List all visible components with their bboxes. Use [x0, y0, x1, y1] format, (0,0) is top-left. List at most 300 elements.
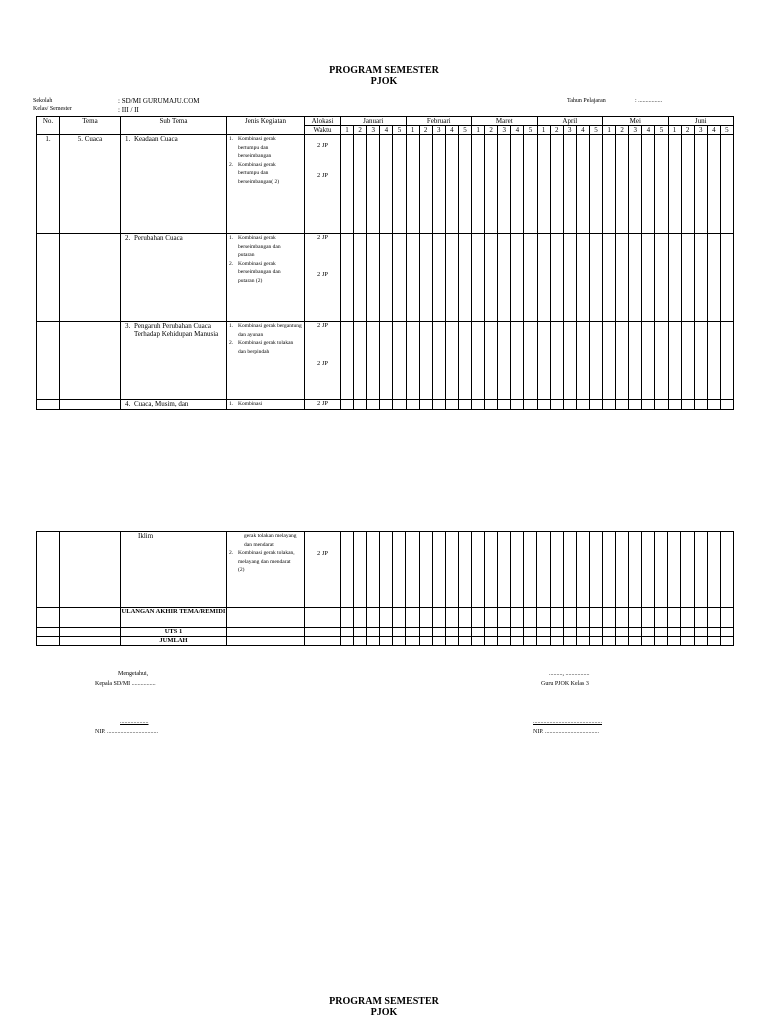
week-cell: [720, 135, 733, 234]
week-cell: [524, 637, 537, 646]
week-cell: [668, 234, 681, 322]
row-alokasi: [305, 637, 341, 646]
header-jenis-kegiatan: Jenis Kegiatan: [227, 117, 305, 135]
week-cell: [498, 234, 511, 322]
week-cell: [524, 322, 537, 400]
week-cell: [419, 637, 432, 646]
week-cell: [589, 628, 602, 637]
program-table: [36, 116, 734, 410]
week-cell: [354, 628, 367, 637]
week-cell: [354, 532, 367, 608]
week-cell: [602, 608, 615, 628]
week-cell: [524, 532, 537, 608]
week-cell: [615, 532, 628, 608]
week-cell: [485, 532, 498, 608]
row-tema: [60, 608, 121, 628]
week-cell: [642, 637, 655, 646]
week-cell: [341, 135, 354, 234]
week-cell: [668, 322, 681, 400]
week-cell: [341, 608, 354, 628]
week-cell: [642, 135, 655, 234]
week-cell: [589, 135, 602, 234]
week-cell: [681, 628, 694, 637]
week-cell: [511, 628, 524, 637]
week-cell: [603, 135, 616, 234]
header-no: No.: [37, 117, 60, 135]
week-cell: [524, 608, 537, 628]
week-cell: [563, 637, 576, 646]
week-cell: [485, 637, 498, 646]
week-number: 4: [576, 126, 589, 135]
week-cell: [642, 234, 655, 322]
row-tema: [60, 532, 121, 608]
week-cell: [642, 400, 655, 410]
week-cell: [707, 608, 720, 628]
week-cell: [694, 608, 707, 628]
week-cell: [498, 532, 511, 608]
week-cell: [694, 234, 707, 322]
week-cell: [668, 628, 681, 637]
week-cell: [458, 400, 471, 410]
week-cell: [629, 400, 642, 410]
week-cell: [576, 322, 589, 400]
jp-value: 2 JP: [317, 234, 329, 241]
row-kegiatan: [227, 400, 305, 410]
jp-value: 2 JP: [317, 400, 329, 407]
row-alokasi: [305, 322, 341, 400]
week-cell: [354, 608, 367, 628]
week-cell: [380, 135, 393, 234]
week-cell: [681, 608, 694, 628]
week-cell: [472, 234, 485, 322]
week-number: 5: [524, 126, 537, 135]
row-no: [37, 400, 60, 410]
sub-text: Keadaan Cuaca: [134, 135, 178, 143]
sub-num: 2.: [125, 234, 131, 242]
week-cell: [511, 135, 524, 234]
week-cell: [576, 135, 589, 234]
week-cell: [720, 628, 733, 637]
keg-text: Kombinasi gerak tolakan dan berpindah: [238, 340, 294, 355]
week-cell: [563, 322, 576, 400]
week-number: 4: [707, 126, 720, 135]
week-cell: [655, 608, 668, 628]
week-cell: [550, 637, 563, 646]
week-cell: [655, 400, 668, 410]
row-no: [37, 532, 60, 608]
week-cell: [432, 628, 445, 637]
row-kegiatan: [227, 532, 305, 608]
week-cell: [367, 637, 380, 646]
week-number: 4: [380, 126, 393, 135]
row-subtema: [121, 532, 227, 608]
ulangan-label: ULANGAN AKHIR TEMA/REMIDI: [121, 608, 227, 628]
sub-num: 1.: [125, 135, 131, 143]
tahun-label: Tahun Pelajaran: [567, 98, 606, 104]
week-cell: [694, 637, 707, 646]
week-cell: [432, 608, 445, 628]
week-cell: [471, 608, 484, 628]
week-cell: [471, 628, 484, 637]
week-cell: [576, 234, 589, 322]
week-cell: [576, 608, 589, 628]
week-cell: [367, 135, 380, 234]
week-cell: [485, 608, 498, 628]
week-cell: [472, 322, 485, 400]
kelas-value: : III / II: [118, 106, 139, 114]
keg-text: Kombinasi gerak bertumpu dan berseimbangan( 2): [238, 161, 280, 185]
row-subtema: [121, 234, 227, 322]
month-header: Januari: [341, 117, 407, 126]
week-cell: [589, 532, 602, 608]
week-cell: [341, 532, 354, 608]
week-cell: [707, 322, 720, 400]
sub-text: Pengaruh Perubahan Cuaca Terhadap Kehidupan Manusia: [134, 322, 219, 338]
week-cell: [471, 532, 484, 608]
week-cell: [537, 234, 550, 322]
week-cell: [393, 400, 406, 410]
sekolah-value: : SD/MI GURUMAJU.COM: [118, 97, 200, 105]
sub-text: Iklim: [138, 532, 154, 540]
week-cell: [707, 400, 720, 410]
row-alokasi: [305, 628, 341, 637]
week-cell: [380, 234, 393, 322]
week-cell: [380, 532, 393, 608]
week-cell: [458, 637, 471, 646]
week-cell: [550, 608, 563, 628]
week-number: 2: [681, 126, 694, 135]
week-cell: [681, 532, 694, 608]
row-kegiatan: [227, 628, 305, 637]
week-cell: [720, 234, 733, 322]
row-tema: [60, 322, 121, 400]
row-alokasi: [305, 234, 341, 322]
week-cell: [720, 400, 733, 410]
jumlah-label: JUMLAH: [121, 637, 227, 646]
keg-num: 1.: [229, 401, 234, 407]
week-cell: [367, 400, 380, 410]
week-cell: [341, 628, 354, 637]
week-cell: [642, 532, 655, 608]
week-cell: [576, 400, 589, 410]
week-cell: [629, 322, 642, 400]
week-cell: [511, 532, 524, 608]
table-row: [37, 135, 734, 234]
week-cell: [707, 637, 720, 646]
row-alokasi: [305, 532, 341, 608]
week-cell: [681, 322, 694, 400]
week-number: 3: [498, 126, 511, 135]
week-cell: [642, 628, 655, 637]
week-cell: [720, 637, 733, 646]
week-cell: [471, 637, 484, 646]
signature-left: ...................: [120, 719, 149, 725]
week-cell: [589, 637, 602, 646]
week-cell: [432, 532, 445, 608]
week-cell: [524, 628, 537, 637]
week-cell: [550, 234, 563, 322]
week-cell: [406, 628, 419, 637]
row-kegiatan: [227, 135, 305, 234]
week-cell: [485, 628, 498, 637]
week-cell: [393, 234, 406, 322]
week-cell: [485, 135, 498, 234]
week-cell: [445, 400, 458, 410]
week-number: 1: [472, 126, 485, 135]
week-cell: [563, 400, 576, 410]
week-cell: [445, 234, 458, 322]
week-cell: [472, 400, 485, 410]
row-subtema: [121, 400, 227, 410]
week-cell: [681, 234, 694, 322]
week-number: 4: [445, 126, 458, 135]
tahun-value: : ................: [635, 98, 663, 104]
header-waktu: Waktu: [305, 126, 341, 135]
jp-value: 2 JP: [317, 172, 329, 179]
week-cell: [550, 400, 563, 410]
week-cell: [354, 637, 367, 646]
week-cell: [603, 322, 616, 400]
week-cell: [694, 322, 707, 400]
week-cell: [524, 135, 537, 234]
row-tema: [60, 637, 121, 646]
keg-num: 1.: [229, 235, 234, 241]
week-cell: [380, 637, 393, 646]
row-tema: 5. Cuaca: [60, 135, 121, 234]
keg-num: 1.: [229, 136, 234, 142]
week-cell: [419, 322, 432, 400]
week-cell: [603, 400, 616, 410]
table-row: [37, 628, 734, 637]
week-number: 1: [668, 126, 681, 135]
week-cell: [393, 608, 406, 628]
week-cell: [406, 400, 419, 410]
week-number: 3: [432, 126, 445, 135]
week-cell: [642, 608, 655, 628]
week-cell: [550, 135, 563, 234]
week-cell: [563, 608, 576, 628]
week-cell: [367, 608, 380, 628]
continuation-table: [36, 531, 734, 646]
week-cell: [655, 532, 668, 608]
week-cell: [550, 628, 563, 637]
keg-text: Kombinasi gerak berseimbangan dan putaran: [238, 235, 281, 259]
week-cell: [380, 322, 393, 400]
week-number: 4: [511, 126, 524, 135]
week-number: 3: [694, 126, 707, 135]
week-cell: [629, 608, 642, 628]
week-number: 2: [419, 126, 432, 135]
nip-left: NIP. ..................................: [95, 729, 159, 735]
week-cell: [445, 628, 458, 637]
keg-text: Kombinasi gerak bertumpu dan berseimbangan: [238, 136, 276, 160]
week-cell: [616, 135, 629, 234]
week-cell: [498, 400, 511, 410]
week-cell: [694, 628, 707, 637]
header-subtema: Sub Tema: [121, 117, 227, 135]
week-cell: [629, 532, 642, 608]
week-cell: [406, 234, 419, 322]
row-tema: [60, 628, 121, 637]
week-cell: [432, 322, 445, 400]
week-number: 4: [642, 126, 655, 135]
week-cell: [655, 322, 668, 400]
week-cell: [681, 637, 694, 646]
page-subtitle: PJOK: [370, 76, 398, 87]
header-alokasi: Alokasi: [305, 117, 341, 126]
row-tema: [60, 400, 121, 410]
week-cell: [668, 608, 681, 628]
jp-value: 2 JP: [317, 271, 329, 278]
row-no: 1.: [37, 135, 60, 234]
sekolah-label: Sekolah: [33, 98, 53, 104]
row-no: [37, 637, 60, 646]
week-cell: [458, 608, 471, 628]
week-cell: [393, 322, 406, 400]
week-cell: [694, 400, 707, 410]
uts-label: UTS 1: [121, 628, 227, 637]
footer-subtitle: PJOK: [370, 1007, 398, 1018]
week-cell: [445, 608, 458, 628]
week-cell: [406, 532, 419, 608]
week-cell: [511, 637, 524, 646]
week-cell: [694, 135, 707, 234]
week-number: 2: [354, 126, 367, 135]
table-row: [37, 532, 734, 608]
week-number: 2: [616, 126, 629, 135]
week-cell: [576, 637, 589, 646]
table-row: [37, 322, 734, 400]
week-cell: [707, 135, 720, 234]
week-number: 3: [563, 126, 576, 135]
week-cell: [511, 322, 524, 400]
sub-num: 4.: [125, 400, 131, 408]
sub-text: Cuaca, Musim, dan: [134, 400, 189, 408]
week-cell: [602, 532, 615, 608]
jp-value: 2 JP: [317, 360, 329, 367]
week-cell: [563, 628, 576, 637]
week-cell: [603, 234, 616, 322]
week-cell: [616, 234, 629, 322]
table-row: [37, 608, 734, 628]
month-header: Februari: [406, 117, 472, 126]
week-cell: [354, 322, 367, 400]
week-cell: [550, 532, 563, 608]
week-cell: [498, 322, 511, 400]
week-cell: [498, 628, 511, 637]
week-cell: [537, 322, 550, 400]
week-cell: [380, 608, 393, 628]
week-cell: [354, 234, 367, 322]
row-no: [37, 322, 60, 400]
week-cell: [589, 234, 602, 322]
week-cell: [445, 322, 458, 400]
kelas-label: Kelas/ Semester: [33, 106, 72, 112]
week-number: 2: [550, 126, 563, 135]
week-cell: [445, 532, 458, 608]
week-cell: [419, 234, 432, 322]
week-number: 2: [485, 126, 498, 135]
keg-text: Kombinasi gerak bergantung dan ayunan: [238, 323, 302, 338]
page-title: PROGRAM SEMESTER: [329, 65, 439, 76]
header-tema: Tema: [60, 117, 121, 135]
week-cell: [472, 135, 485, 234]
table-row: [37, 234, 734, 322]
week-cell: [616, 322, 629, 400]
row-alokasi: [305, 608, 341, 628]
week-cell: [458, 322, 471, 400]
week-cell: [720, 532, 733, 608]
week-cell: [393, 532, 406, 608]
keg-num: 1.: [229, 323, 234, 329]
week-cell: [406, 608, 419, 628]
week-number: 3: [629, 126, 642, 135]
week-cell: [537, 400, 550, 410]
week-cell: [707, 532, 720, 608]
week-cell: [419, 628, 432, 637]
week-cell: [589, 322, 602, 400]
week-cell: [511, 400, 524, 410]
week-cell: [393, 628, 406, 637]
week-cell: [550, 322, 563, 400]
week-cell: [707, 234, 720, 322]
kepala-label: Kepala SD/MI ................: [95, 681, 156, 687]
week-cell: [576, 628, 589, 637]
week-cell: [537, 628, 550, 637]
jp-value: 2 JP: [317, 550, 329, 557]
week-cell: [393, 637, 406, 646]
row-kegiatan: [227, 637, 305, 646]
week-cell: [367, 234, 380, 322]
jp-value: 2 JP: [317, 142, 329, 149]
week-cell: [406, 637, 419, 646]
week-cell: [445, 637, 458, 646]
week-cell: [380, 628, 393, 637]
week-cell: [655, 637, 668, 646]
week-cell: [458, 532, 471, 608]
keg-num: 2.: [229, 161, 234, 168]
week-cell: [668, 400, 681, 410]
week-cell: [694, 532, 707, 608]
row-alokasi: [305, 135, 341, 234]
week-cell: [655, 628, 668, 637]
week-number: 5: [655, 126, 668, 135]
sub-num: 3.: [125, 322, 131, 330]
week-number: 5: [589, 126, 602, 135]
signature-right: ..............................................: [533, 719, 602, 725]
week-cell: [485, 400, 498, 410]
week-cell: [485, 322, 498, 400]
week-cell: [629, 135, 642, 234]
week-cell: [485, 234, 498, 322]
week-number: 1: [341, 126, 354, 135]
month-header: Mei: [603, 117, 668, 126]
week-cell: [668, 135, 681, 234]
week-cell: [642, 322, 655, 400]
week-cell: [458, 628, 471, 637]
week-cell: [668, 532, 681, 608]
keg-num: 2.: [229, 260, 234, 267]
week-cell: [563, 135, 576, 234]
row-no: [37, 628, 60, 637]
week-cell: [615, 628, 628, 637]
week-cell: [629, 637, 642, 646]
week-cell: [537, 608, 550, 628]
week-cell: [498, 135, 511, 234]
week-cell: [537, 135, 550, 234]
week-cell: [629, 234, 642, 322]
month-header: April: [537, 117, 602, 126]
